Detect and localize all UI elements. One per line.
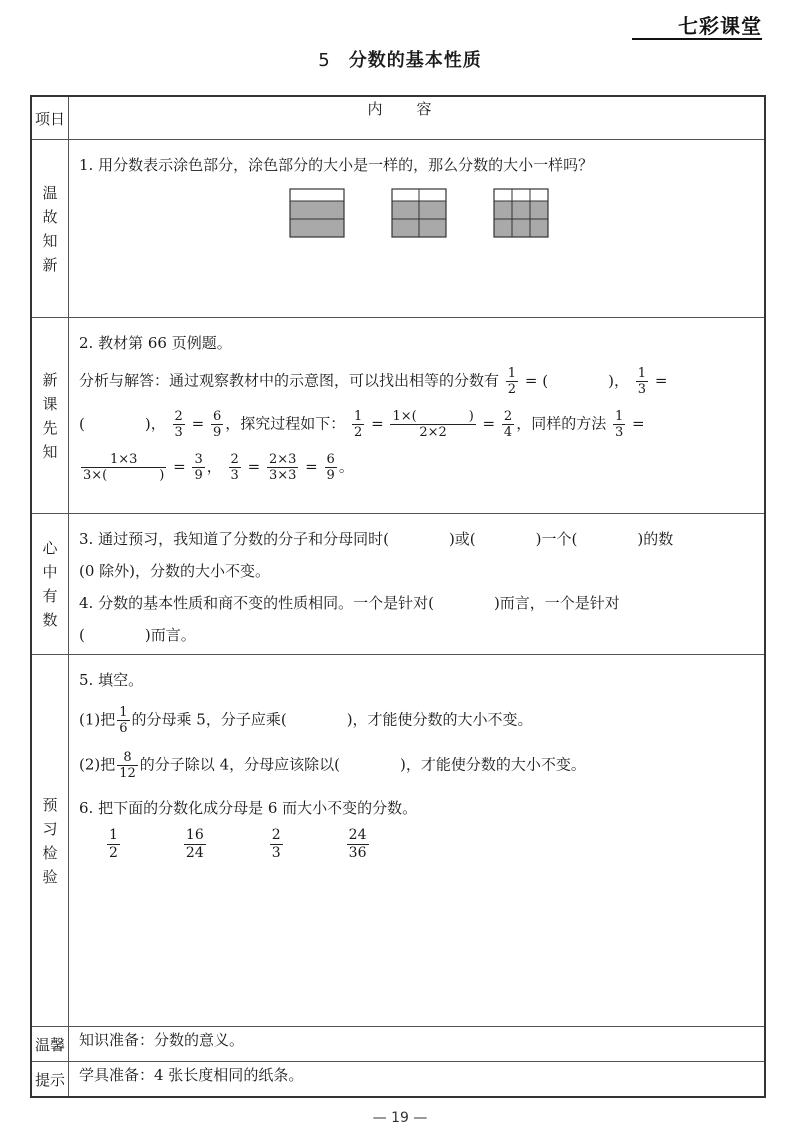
q6-fraction: $\frac{2}{3}$ [271, 827, 281, 861]
figure-quarters [391, 188, 447, 238]
question-2-line3: $\frac{1\times 3}{3\times( )}$ = $\frac{3}{9}$ ， $\frac{2}{3}$ = $\frac{2\times 3}{3\times 3}$ = $\frac{6}{9}$ 。 [83, 452, 354, 483]
header-row [31, 96, 765, 140]
tips-line-1: 知识准备：分数的意义。 [69, 1027, 766, 1062]
tips-row-2 [31, 1062, 765, 1098]
section-label-check: 预习检验 [42, 795, 58, 886]
worksheet-table [30, 95, 766, 1098]
question-4: 4. 分数的基本性质和商不变的性质相同。一个是针对( )而言，一个是针对 [79, 594, 620, 612]
frac-1-2b: $\frac{1}{2}$ [354, 409, 363, 440]
section-understanding [31, 514, 765, 655]
page-title [0, 46, 800, 72]
figure-halves [289, 188, 345, 238]
frac-3-9: $\frac{3}{9}$ [194, 452, 203, 483]
section-label-review: 温故知新 [42, 183, 58, 274]
frac-2-4: $\frac{2}{4}$ [503, 409, 513, 440]
q6-fraction: $\frac{24}{36}$ [348, 827, 367, 861]
frac-6-9b: $\frac{6}{9}$ [326, 452, 335, 483]
lesson-title: 分数的基本性质 [348, 50, 482, 71]
section-preview [31, 318, 765, 514]
blank-1[interactable]: ( ) [542, 371, 614, 390]
q6-fraction: $\frac{1}{2}$ [109, 827, 118, 861]
question-1: 1. 用分数表示涂色部分，涂色部分的大小是一样的，那么分数的大小一样吗？ [79, 156, 594, 174]
tips-row-1 [31, 1027, 765, 1062]
question-2-line1: 分析与解答：通过观察教材中的示意图，可以找出相等的分数有 $\frac{1}{2}$ = ( )， $\frac{1}{3}$ = [79, 366, 668, 397]
header-col-item: 项日 [31, 96, 69, 140]
frac-2-3: $\frac{2}{3}$ [174, 409, 183, 440]
section-review [31, 140, 765, 318]
frac-1-3b: $\frac{1}{3}$ [614, 409, 624, 440]
q6-fraction-list [105, 827, 754, 862]
question-5-title: 5. 填空。 [79, 671, 144, 689]
frac-6-9: $\frac{6}{9}$ [212, 409, 222, 440]
frac-8-12: $\frac{8}{12}$ [119, 750, 136, 781]
frac-1-6: $\frac{1}{6}$ [119, 705, 128, 736]
frac-explore-2[interactable]: $\frac{1\times 3}{3\times( )}$ [83, 452, 165, 483]
page-number: — 19 — [372, 1110, 428, 1126]
question-2-line2: ( )， $\frac{2}{3}$ = $\frac{6}{9}$ ，探究过程如下： $\frac{1}{2}$ = $\frac{1\times( )}{2\times 2}$ = $\frac{2}{4}$ ，同样的方法 $\frac{1}{3}$ = [79, 409, 645, 440]
frac-explore-3: $\frac{2\times 3}{3\times 3}$ [268, 452, 297, 483]
shaded-figures [289, 188, 754, 238]
frac-1-2: $\frac{1}{2}$ [507, 366, 517, 397]
q6-fraction: $\frac{16}{24}$ [185, 827, 204, 861]
tips-label-top: 温馨 [31, 1027, 69, 1062]
q2-intro: 分析与解答：通过观察教材中的示意图，可以找出相等的分数有 [79, 371, 500, 390]
question-3: 3. 通过预习，我知道了分数的分子和分母同时( )或( )一个( )的数 [79, 530, 674, 548]
question-2-title: 2. 教材第 66 页例题。 [79, 334, 232, 352]
figure-sixths [493, 188, 549, 238]
tips-line-2: 学具准备：4 张长度相同的纸条。 [69, 1062, 766, 1098]
frac-2-3b: $\frac{2}{3}$ [230, 452, 239, 483]
section-label-understanding: 心中有数 [42, 539, 58, 629]
q2-same-method: ，同样的方法 [516, 414, 607, 433]
frac-1-3: $\frac{1}{3}$ [637, 366, 647, 397]
lesson-number: 5 [318, 50, 331, 71]
question-5-part2: (2)把 $\frac{8}{12}$ 的分子除以 4，分母应该除以( )，才能使分数的大小不变。 [79, 750, 586, 781]
brand-underline [632, 38, 762, 40]
frac-explore-1[interactable]: $\frac{1\times( )}{2\times 2}$ [392, 409, 474, 440]
question-4-cont: ( )而言。 [79, 626, 196, 644]
section-label-preview: 新课先知 [42, 370, 58, 461]
section-check [31, 655, 765, 1027]
header-col-content: 内容 [69, 96, 766, 140]
blank-2[interactable]: ( ) [79, 414, 151, 433]
question-3-cont: (0 除外)，分数的大小不变。 [79, 562, 271, 580]
brand-logo: 七彩课堂 [678, 14, 762, 38]
tips-label-bottom: 提示 [31, 1062, 69, 1098]
question-5-part1: (1)把 $\frac{1}{6}$ 的分母乘 5，分子应乘( )，才能使分数的大小不变。 [79, 705, 533, 736]
q2-explore: ，探究过程如下： [225, 414, 346, 433]
question-6-title: 6. 把下面的分数化成分母是 6 而大小不变的分数。 [79, 799, 418, 817]
